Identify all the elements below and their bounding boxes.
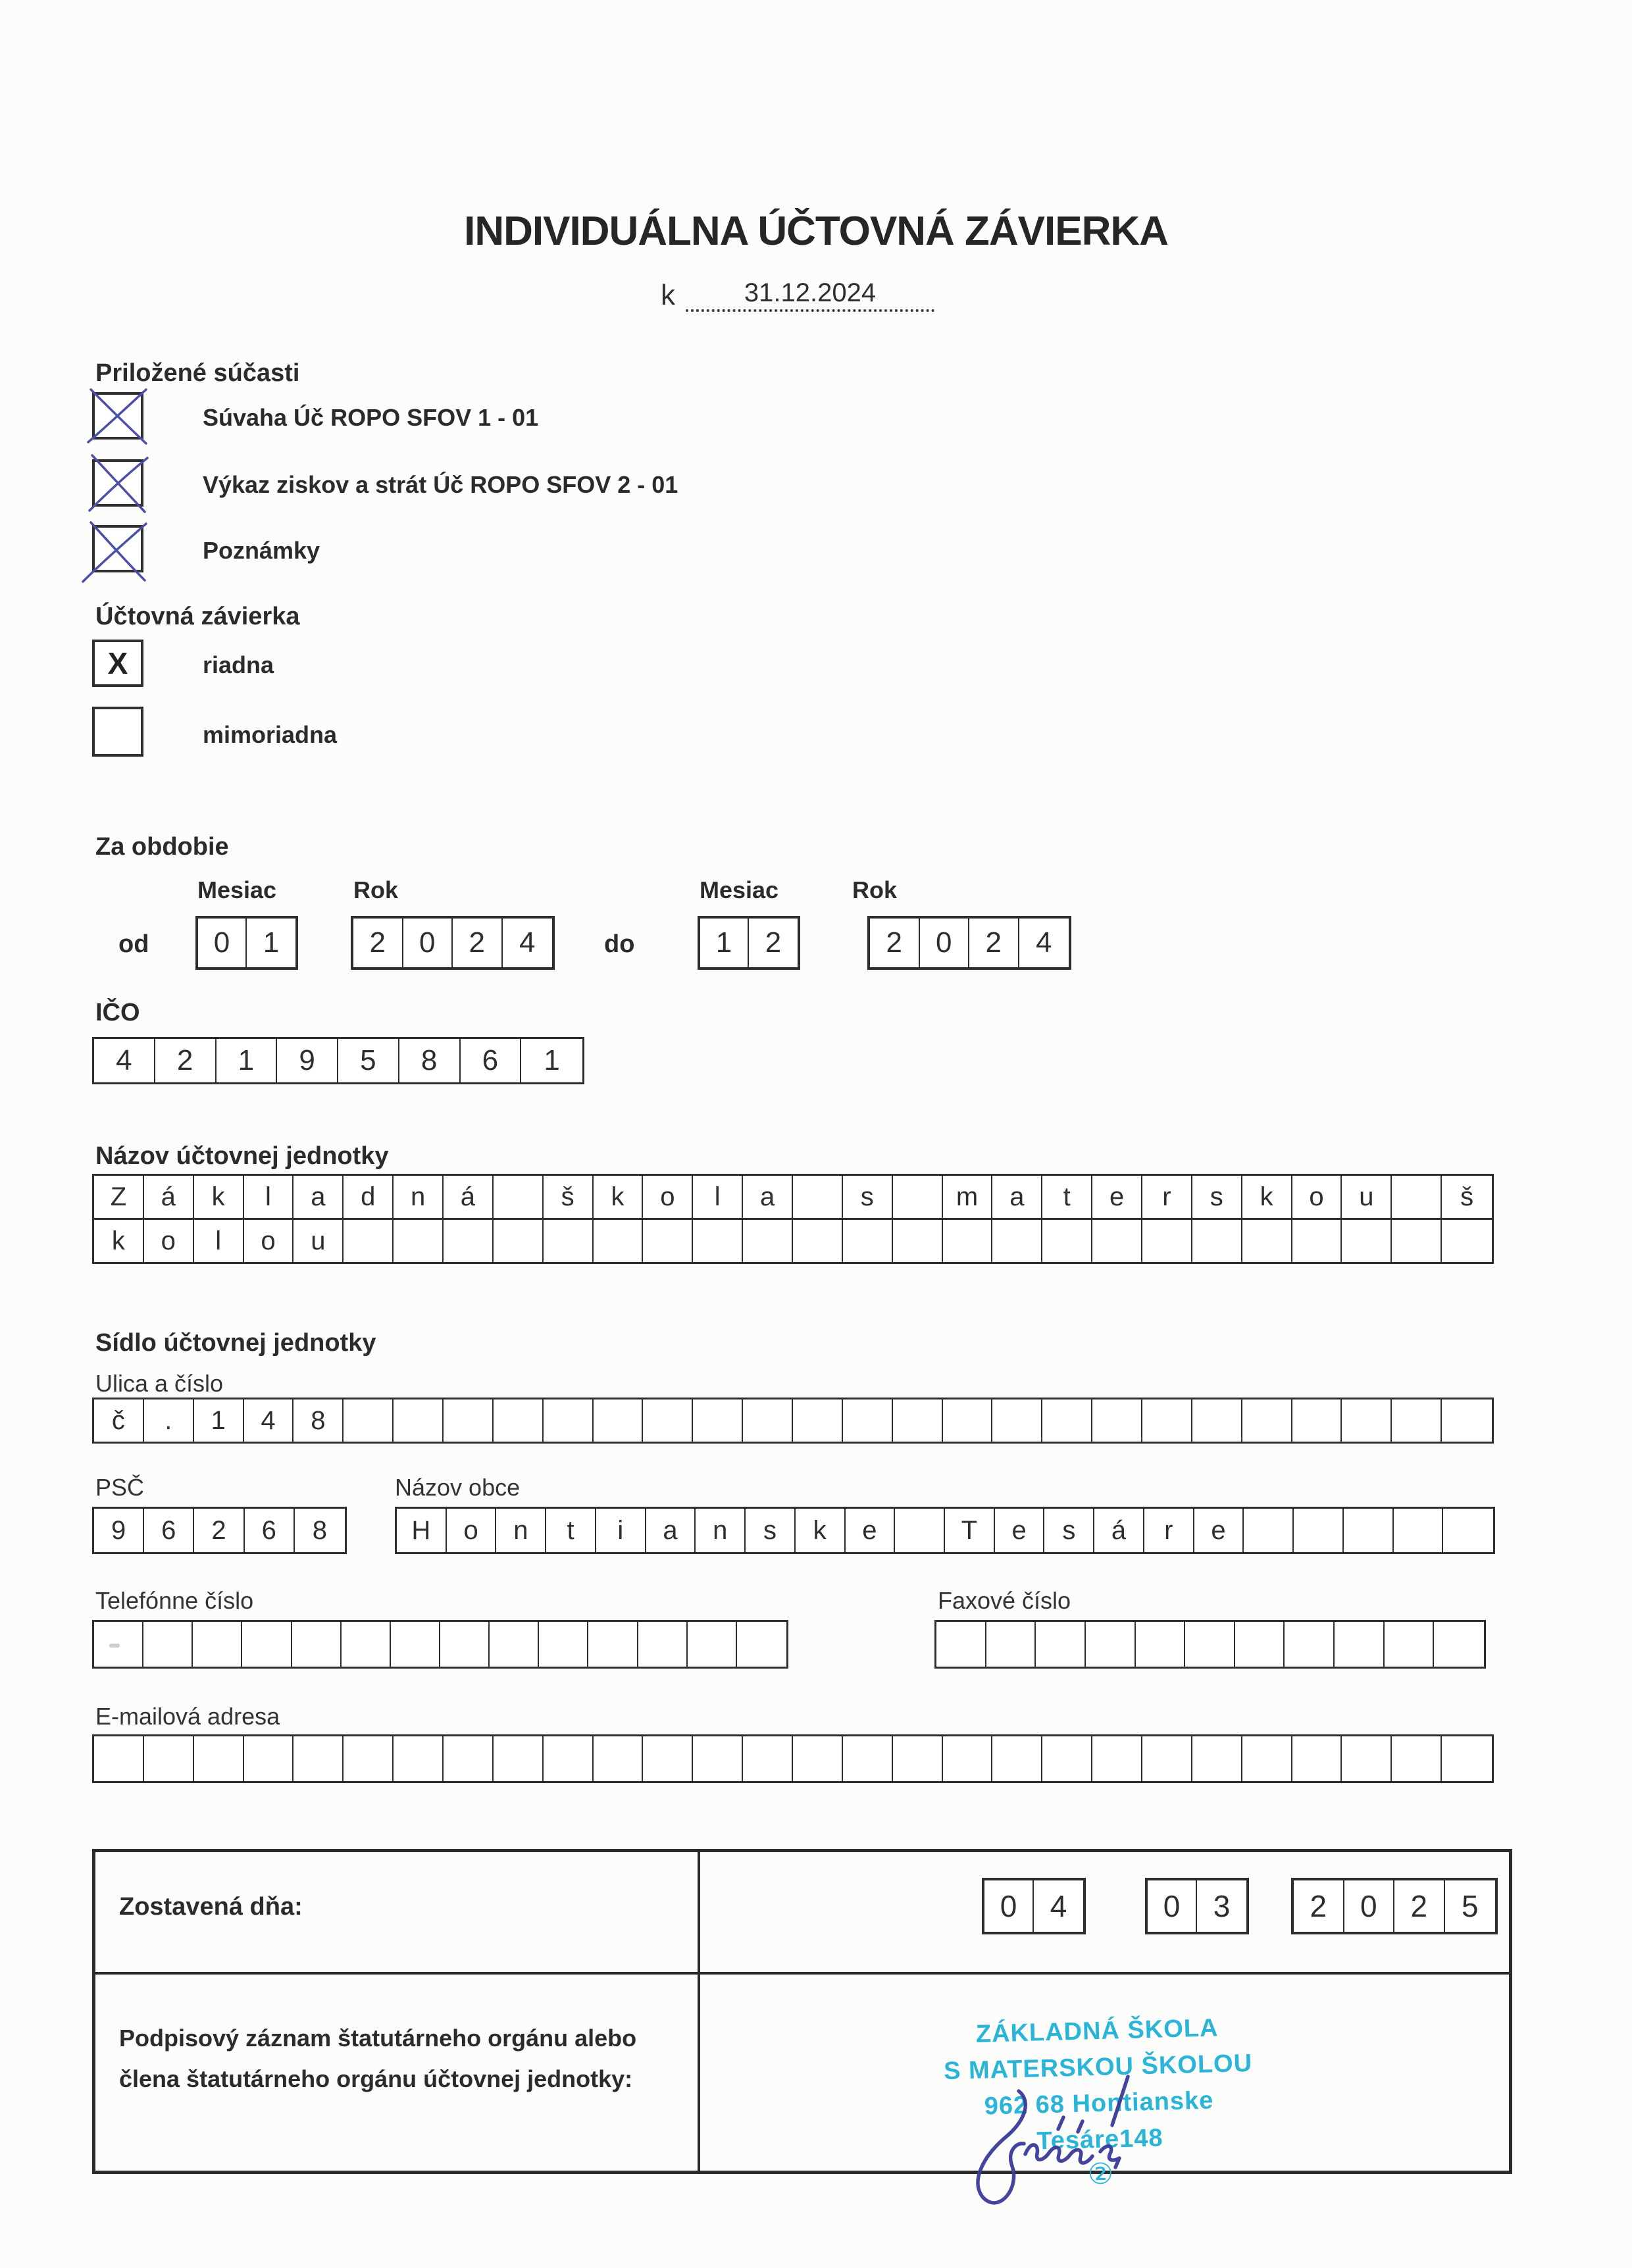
grid-cell [943, 1736, 993, 1781]
grid-cell [544, 1220, 594, 1262]
grid-cell: . [144, 1399, 194, 1442]
grid-cell: 2 [969, 919, 1019, 967]
grid-cell: 0 [1344, 1880, 1395, 1932]
grid-cell: e [995, 1509, 1045, 1552]
grid-cell: 6 [245, 1509, 295, 1552]
grid-cell: š [1460, 1182, 1474, 1211]
grid-cell: 9 [94, 1509, 144, 1552]
grid-cell: 0 [984, 1880, 1034, 1932]
entity-name-heading: Názov účtovnej jednotky [95, 1142, 389, 1170]
table-horizontal-divider [95, 1972, 1509, 1975]
grid-cell [1294, 1509, 1344, 1552]
grid-cell: o [447, 1509, 497, 1552]
entity-name-grid-row1 [92, 1174, 1494, 1220]
grid-cell: 6 [144, 1509, 194, 1552]
grid-cell [1335, 1622, 1385, 1667]
ico-grid [92, 1037, 584, 1084]
grid-cell: 8 [399, 1039, 461, 1082]
checkbox-poznamky [92, 525, 143, 572]
grid-cell: k [594, 1176, 644, 1218]
grid-cell [843, 1399, 893, 1442]
attachment-label-poznamky: Poznámky [203, 537, 320, 564]
grid-cell: 2 [353, 919, 403, 967]
grid-cell [1185, 1622, 1235, 1667]
grid-cell: o [144, 1220, 194, 1262]
grid-cell [394, 1220, 444, 1262]
grid-cell: 0 [1148, 1880, 1197, 1932]
attachments-heading: Priložené súčasti [95, 359, 300, 387]
grid-cell [1442, 1736, 1492, 1781]
grid-cell: r [1142, 1176, 1192, 1218]
grid-cell: 6 [461, 1039, 522, 1082]
grid-cell [494, 1736, 544, 1781]
fax-grid [934, 1620, 1486, 1669]
grid-cell [638, 1622, 688, 1667]
grid-cell: á [144, 1176, 194, 1218]
grid-cell [1092, 1399, 1142, 1442]
grid-cell [843, 1220, 893, 1262]
grid-cell: s [1192, 1176, 1242, 1218]
psc-grid [92, 1507, 347, 1554]
street-label: Ulica a číslo [95, 1370, 224, 1397]
grid-cell: u [293, 1220, 344, 1262]
grid-cell [244, 1736, 294, 1781]
grid-cell [1285, 1622, 1335, 1667]
grid-cell [1292, 1399, 1342, 1442]
grid-cell [893, 1399, 943, 1442]
grid-cell [440, 1622, 490, 1667]
grid-cell: 8 [312, 1515, 328, 1545]
grid-cell [992, 1220, 1042, 1262]
grid-cell [895, 1509, 945, 1552]
grid-cell: l [693, 1176, 743, 1218]
grid-cell: 0 [403, 919, 453, 967]
stamp-line-1: ZÁKLADNÁ ŠKOLA [975, 2014, 1219, 2048]
grid-cell [594, 1220, 644, 1262]
grid-cell [1136, 1622, 1186, 1667]
grid-cell [1142, 1220, 1192, 1262]
grid-cell [293, 1736, 344, 1781]
grid-cell: š [544, 1176, 594, 1218]
grid-cell [292, 1622, 342, 1667]
grid-cell [1242, 1220, 1292, 1262]
grid-cell [1036, 1622, 1086, 1667]
grid-cell: t [546, 1509, 596, 1552]
grid-cell [1385, 1622, 1435, 1667]
grid-cell: k [796, 1509, 846, 1552]
grid-cell [743, 1220, 793, 1262]
grid-cell [693, 1736, 743, 1781]
grid-cell: a [293, 1176, 344, 1218]
grid-cell: s [1044, 1509, 1094, 1552]
grid-cell: a [992, 1176, 1042, 1218]
grid-cell: Z [94, 1176, 144, 1218]
table-vertical-divider [698, 1852, 700, 2171]
grid-cell [1434, 1622, 1484, 1667]
stamp-line-2: S MATERSKOU ŠKOLOU [943, 2049, 1253, 2086]
grid-cell [1092, 1220, 1142, 1262]
grid-cell [1442, 1220, 1492, 1262]
grid-cell [194, 1736, 244, 1781]
grid-cell [1392, 1399, 1442, 1442]
form-title: INDIVIDUÁLNA ÚČTOVNÁ ZÁVIERKA [464, 209, 1168, 254]
period-from-month-grid [195, 916, 298, 970]
grid-cell [193, 1622, 242, 1667]
grid-cell [1442, 1399, 1492, 1442]
zostavena-label: Zostavená dňa: [119, 1893, 303, 1921]
psc-label: PSČ [95, 1474, 145, 1501]
podpis-line1: Podpisový záznam štatutárneho orgánu alebo [119, 2025, 637, 2052]
grid-cell [793, 1220, 843, 1262]
grid-cell [342, 1622, 391, 1667]
grid-cell: 5 [338, 1039, 399, 1082]
grid-cell: č [94, 1399, 144, 1442]
grid-cell: 1 [263, 926, 280, 959]
grid-cell: a [743, 1176, 793, 1218]
grid-cell [394, 1736, 444, 1781]
grid-cell [494, 1220, 544, 1262]
checkbox-vykaz [92, 459, 143, 507]
grid-cell: l [194, 1220, 244, 1262]
podpis-line2: člena štatutárneho orgánu účtovnej jednotky: [119, 2065, 633, 2092]
period-from-year-grid [351, 916, 555, 970]
grid-cell: á [1094, 1509, 1144, 1552]
grid-cell: 2 [453, 919, 503, 967]
grid-cell: 3 [1213, 1889, 1231, 1923]
grid-cell: 2 [1294, 1880, 1344, 1932]
obec-grid [395, 1507, 1495, 1554]
grid-cell [1392, 1176, 1442, 1218]
grid-cell [594, 1399, 644, 1442]
grid-cell [344, 1399, 394, 1442]
grid-cell [494, 1399, 544, 1442]
grid-cell: o [643, 1176, 693, 1218]
grid-cell: 8 [293, 1399, 344, 1442]
grid-cell [1142, 1736, 1192, 1781]
grid-cell [1394, 1509, 1444, 1552]
grid-cell [539, 1622, 588, 1667]
grid-cell: 0 [920, 919, 970, 967]
grid-cell: 1 [194, 1399, 244, 1442]
grid-cell [743, 1399, 793, 1442]
grid-cell [1235, 1622, 1285, 1667]
grid-cell [893, 1220, 943, 1262]
grid-cell: 4 [1036, 926, 1052, 959]
checkbox-riadna [92, 640, 143, 687]
grid-cell: 4 [1050, 1889, 1067, 1923]
grid-cell [1042, 1736, 1092, 1781]
grid-cell [1242, 1399, 1292, 1442]
grid-cell [143, 1622, 193, 1667]
grid-cell [1042, 1220, 1092, 1262]
grid-cell [1092, 1736, 1142, 1781]
grid-cell [793, 1736, 843, 1781]
k-label: k [661, 279, 675, 311]
grid-cell [643, 1399, 693, 1442]
grid-cell [986, 1622, 1036, 1667]
grid-cell: 4 [94, 1039, 155, 1082]
grid-cell [943, 1220, 993, 1262]
email-grid [92, 1734, 1494, 1783]
grid-cell: t [1042, 1176, 1092, 1218]
riadna-mark: X [107, 646, 128, 680]
grid-cell [94, 1736, 144, 1781]
grid-cell: 9 [277, 1039, 338, 1082]
attachment-label-vykaz: Výkaz ziskov a strát Úč ROPO SFOV 2 - 01 [203, 471, 678, 498]
period-heading: Za obdobie [95, 833, 229, 861]
grid-cell: 4 [519, 926, 536, 959]
phone-grid [92, 1620, 788, 1669]
grid-cell [643, 1736, 693, 1781]
grid-cell [843, 1736, 893, 1781]
grid-cell [793, 1399, 843, 1442]
grid-cell [344, 1736, 394, 1781]
grid-cell [391, 1622, 440, 1667]
mesiac-label-to: Mesiac [700, 876, 779, 903]
grid-cell: k [1242, 1176, 1292, 1218]
grid-cell: 1 [544, 1044, 560, 1076]
grid-cell [743, 1736, 793, 1781]
grid-cell [444, 1399, 494, 1442]
grid-cell [693, 1220, 743, 1262]
grid-cell: 2 [155, 1039, 217, 1082]
grid-cell [1292, 1220, 1342, 1262]
email-label: E-mailová adresa [95, 1703, 280, 1730]
period-to-year-grid [867, 916, 1071, 970]
grid-cell [1342, 1399, 1392, 1442]
od-label: od [118, 930, 149, 958]
grid-cell [1392, 1220, 1442, 1262]
grid-cell [992, 1736, 1042, 1781]
grid-cell: e [846, 1509, 896, 1552]
stamp-badge: ② [1086, 2157, 1115, 2191]
grid-cell [544, 1736, 594, 1781]
grid-cell: s [746, 1509, 796, 1552]
grid-cell: T [945, 1509, 995, 1552]
grid-cell: l [244, 1176, 294, 1218]
grid-cell [444, 1220, 494, 1262]
mesiac-label-from: Mesiac [197, 876, 277, 903]
grid-cell: 5 [1461, 1889, 1479, 1923]
grid-cell: H [397, 1509, 447, 1552]
grid-cell: d [344, 1176, 394, 1218]
grid-cell: s [843, 1176, 893, 1218]
closing-heading: Účtovná závierka [95, 603, 300, 630]
grid-cell [394, 1399, 444, 1442]
grid-cell [1086, 1622, 1136, 1667]
obec-label: Názov obce [395, 1474, 521, 1501]
grid-cell [588, 1622, 638, 1667]
grid-cell [1344, 1509, 1394, 1552]
period-to-month-grid [698, 916, 800, 970]
grid-cell [1042, 1399, 1092, 1442]
grid-cell [643, 1220, 693, 1262]
closing-date-value: 31.12.2024 [744, 278, 877, 307]
grid-cell: k [94, 1220, 144, 1262]
grid-cell [344, 1220, 394, 1262]
riadna-label: riadna [203, 651, 274, 678]
grid-cell: 2 [194, 1509, 244, 1552]
grid-cell [444, 1736, 494, 1781]
grid-cell: o [1292, 1176, 1342, 1218]
grid-cell: á [444, 1176, 494, 1218]
grid-cell: n [496, 1509, 546, 1552]
grid-cell [242, 1622, 292, 1667]
compiled-month-grid [1145, 1878, 1249, 1934]
rok-label-from: Rok [353, 876, 399, 903]
grid-cell [1142, 1399, 1192, 1442]
grid-cell: m [943, 1176, 993, 1218]
grid-cell: 1 [217, 1039, 278, 1082]
grid-cell [793, 1176, 843, 1218]
grid-cell [1242, 1736, 1292, 1781]
rok-label-to: Rok [852, 876, 898, 903]
grid-cell [1342, 1220, 1392, 1262]
grid-cell [1192, 1399, 1242, 1442]
grid-cell [943, 1399, 993, 1442]
closing-date-line [686, 261, 934, 312]
grid-cell: o [244, 1220, 294, 1262]
compiled-year-grid [1291, 1878, 1498, 1934]
grid-cell: u [1342, 1176, 1392, 1218]
grid-cell: e [1194, 1509, 1244, 1552]
grid-cell: i [596, 1509, 646, 1552]
grid-cell: 2 [765, 926, 782, 959]
grid-cell [893, 1736, 943, 1781]
grid-cell [1392, 1736, 1442, 1781]
grid-cell [1192, 1736, 1242, 1781]
grid-cell: 0 [198, 919, 247, 967]
grid-cell [1244, 1509, 1294, 1552]
grid-cell [144, 1736, 194, 1781]
fax-label: Faxové číslo [938, 1587, 1071, 1614]
grid-cell [494, 1176, 544, 1218]
grid-cell [594, 1736, 644, 1781]
grid-cell [936, 1622, 986, 1667]
grid-cell: n [696, 1509, 746, 1552]
address-heading: Sídlo účtovnej jednotky [95, 1329, 376, 1357]
do-label: do [604, 930, 635, 958]
compiled-day-grid [982, 1878, 1086, 1934]
grid-cell [893, 1176, 943, 1218]
grid-cell: r [1144, 1509, 1194, 1552]
grid-cell [737, 1622, 786, 1667]
grid-cell: k [194, 1176, 244, 1218]
grid-cell [490, 1622, 539, 1667]
mimoriadna-label: mimoriadna [203, 721, 338, 748]
grid-cell [693, 1399, 743, 1442]
grid-cell [1342, 1736, 1392, 1781]
checkbox-suvaha [92, 392, 143, 440]
grid-cell: 4 [244, 1399, 294, 1442]
grid-cell [1192, 1220, 1242, 1262]
handwritten-signature [961, 2073, 1158, 2230]
phone-label: Telefónne číslo [95, 1587, 254, 1614]
grid-cell: 2 [1394, 1880, 1445, 1932]
grid-cell: e [1092, 1176, 1142, 1218]
street-grid [92, 1398, 1494, 1444]
entity-name-grid-row2 [92, 1218, 1494, 1264]
ico-label: IČO [95, 999, 140, 1026]
grid-cell [688, 1622, 737, 1667]
attachment-label-suvaha: Súvaha Úč ROPO SFOV 1 - 01 [203, 404, 539, 431]
grid-cell [1443, 1509, 1493, 1552]
grid-cell: 1 [700, 919, 749, 967]
stamp-line-3: 962 68 Hontianske Tesáre148 [984, 2086, 1214, 2155]
grid-cell: a [646, 1509, 696, 1552]
stray-pen-mark [109, 1644, 120, 1648]
grid-cell [992, 1399, 1042, 1442]
grid-cell [1292, 1736, 1342, 1781]
grid-cell: 2 [870, 919, 920, 967]
grid-cell: n [394, 1176, 444, 1218]
grid-cell [544, 1399, 594, 1442]
checkbox-mimoriadna [92, 707, 143, 757]
